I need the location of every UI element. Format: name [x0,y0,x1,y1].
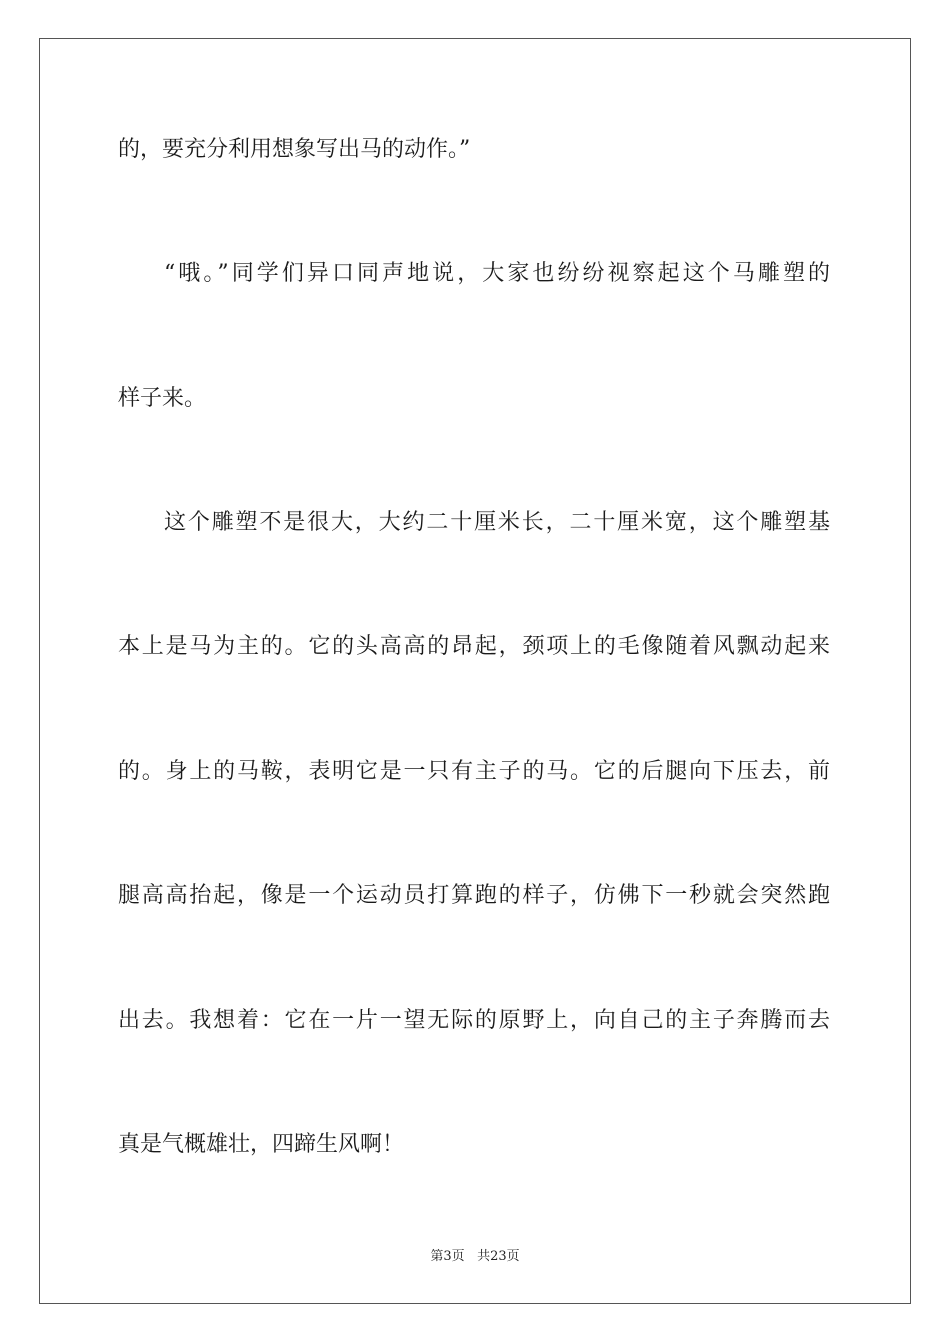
paragraph-line-1: 的，要充分利用想象写出马的动作。” [118,137,471,162]
paragraph-line-9: 真是气概雄壮，四蹄生风啊！ [118,1132,405,1157]
paragraph-line-6: 的。身上的马鞍，表明它是一只有主子的马。它的后腿向下压去，前 [118,759,830,784]
paragraph-line-4: 这个雕塑不是很大，大约二十厘米长，二十厘米宽，这个雕塑基 [164,510,830,535]
paragraph-line-3: 样子来。 [118,386,207,411]
paragraph-line-8: 出去。我想着：它在一片一望无际的原野上，向自己的主子奔腾而去 [118,1008,830,1033]
page-border [39,38,911,1304]
paragraph-line-2: “哦。”同学们异口同声地说，大家也纷纷视察起这个马雕塑的 [164,261,830,286]
page-footer [0,1248,950,1266]
page-number: 第3页 [430,1249,465,1264]
paragraph-line-7: 腿高高抬起，像是一个运动员打算跑的样子，仿佛下一秒就会突然跑 [118,883,830,908]
paragraph-line-5: 本上是马为主的。它的头高高的昂起，颈项上的毛像随着风飘动起来 [118,634,830,659]
page-total: 共23页 [477,1249,520,1264]
